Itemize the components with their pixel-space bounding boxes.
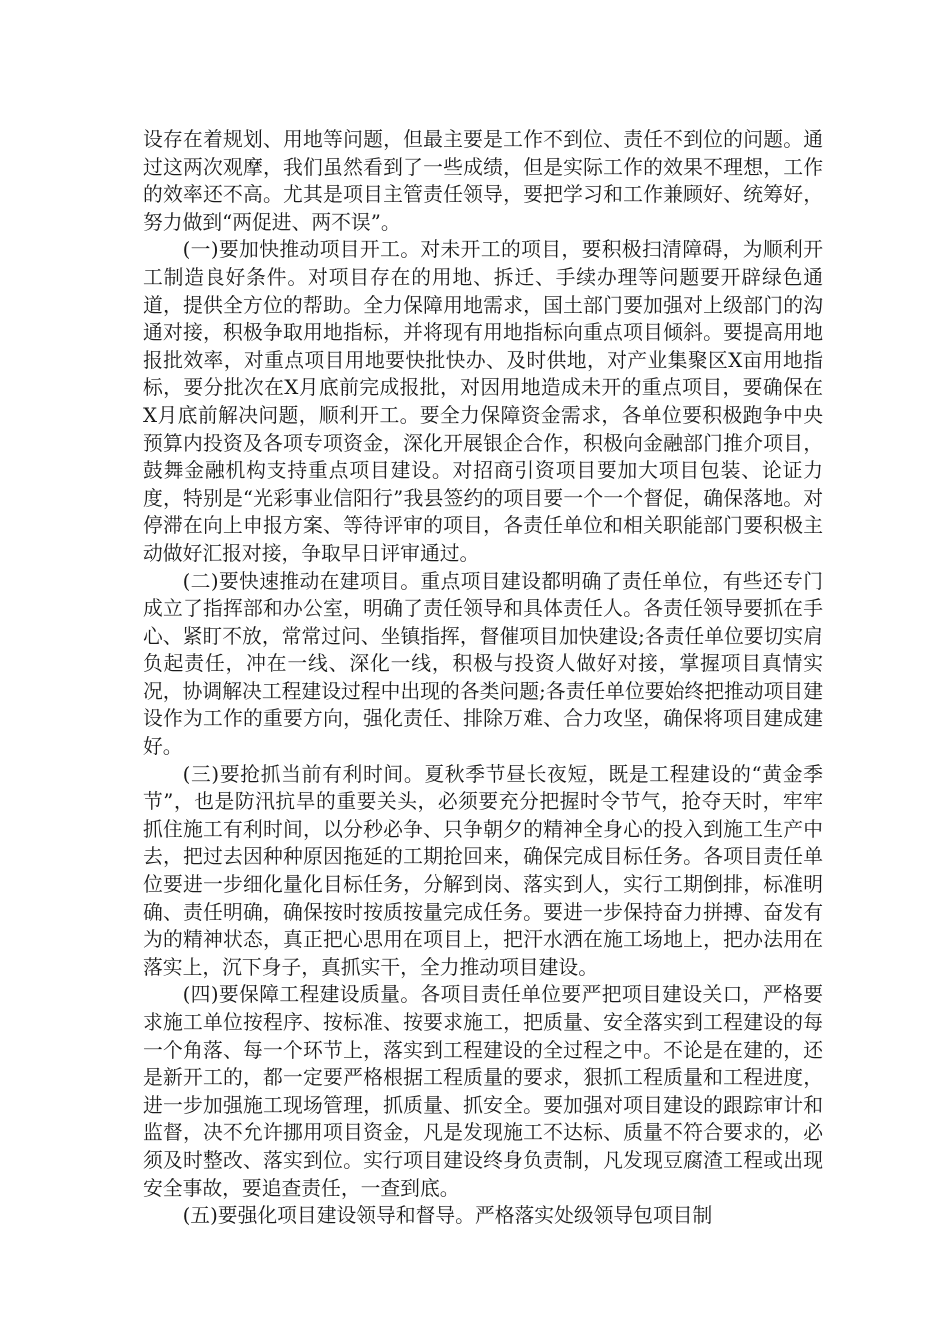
- paragraph-item-3: (三)要抢抓当前有利时间。夏秋季节昼长夜短，既是工程建设的“黄金季节”，也是防汛抗旱的重要关头，必须要充分把握时令节气，抢夺天时，牢牢抓住施工有利时间，以分秒必争、只争朝夕的精神全身心的投入到施工生产中去，把过去因种种原因拖延的工期抢回来，确保完成目标任务。各项目责任单位要进一步细化量化目标任务，分解到岗、落实到人，实行工期倒排，标准明确、责任明确，确保按时按质按量完成任务。要进一步保持奋力拼搏、奋发有为的精神状态，真正把心思用在项目上，把汗水洒在施工场地上，把办法用在落实上，沉下身子，真抓实干，全力推动项目建设。: [143, 762, 823, 979]
- paragraph-item-4: (四)要保障工程建设质量。各项目责任单位要严把项目建设关口，严格要求施工单位按程序、按标准、按要求施工，把质量、安全落实到工程建设的每一个角落、每一个环节上，落实到工程建设的全过程之中。不论是在建的，还是新开工的，都一定要严格根据工程质量的要求，狠抓工程质量和工程进度，进一步加强施工现场管理，抓质量、抓安全。要加强对项目建设的跟踪审计和监督，决不允许挪用项目资金，凡是发现施工不达标、质量不符合要求的，必须及时整改、落实到位。实行项目建设终身负责制，凡发现豆腐渣工程或出现安全事故，要追查责任，一查到底。: [143, 983, 823, 1200]
- paragraph-item-1: (一)要加快推动项目开工。对未开工的项目，要积极扫清障碍，为顺利开工制造良好条件。对项目存在的用地、拆迁、手续办理等问题要开辟绿色通道，提供全方位的帮助。全力保障用地需求，国土部门要加强对上级部门的沟通对接，积极争取用地指标，并将现有用地指标向重点项目倾斜。要提高用地报批效率，对重点项目用地要快批快办、及时供地，对产业集聚区X亩用地指标，要分批次在X月底前完成报批，对因用地造成未开的重点项目，要确保在X月底前解决问题，顺利开工。要全力保障资金需求，各单位要积极跑争中央预算内投资及各项专项资金，深化开展银企合作，积极向金融部门推介项目，鼓舞金融机构支持重点项目建设。对招商引资项目要加大项目包装、论证力度，特别是“光彩事业信阳行”我县签约的项目要一个一个督促，确保落地。对停滞在向上申报方案、等待评审的项目，各责任单位和相关职能部门要积极主动做好汇报对接，争取早日评审通过。: [143, 238, 823, 565]
- paragraph-continuation: 设存在着规划、用地等问题，但最主要是工作不到位、责任不到位的问题。通过这两次观摩，我们虽然看到了一些成绩，但是实际工作的效果不理想，工作的效率还不高。尤其是项目主管责任领导，要把学习和工作兼顾好、统筹好，努力做到“两促进、两不误”。: [143, 128, 823, 234]
- document-body: [143, 126, 823, 1230]
- paragraph-item-2: (二)要快速推动在建项目。重点项目建设都明确了责任单位，有些还专门成立了指挥部和办公室，明确了责任领导和具体责任人。各责任领导要抓在手心、紧盯不放，常常过问、坐镇指挥，督催项目加快建设;各责任单位要切实肩负起责任，冲在一线、深化一线，积极与投资人做好对接，掌握项目真情实况，协调解决工程建设过程中出现的各类问题;各责任单位要始终把推动项目建设作为工作的重要方向，强化责任、排除万难、合力攻坚，确保将项目建成建好。: [143, 569, 823, 759]
- paragraph-item-5: (五)要强化项目建设领导和督导。严格落实处级领导包项目制: [182, 1204, 713, 1228]
